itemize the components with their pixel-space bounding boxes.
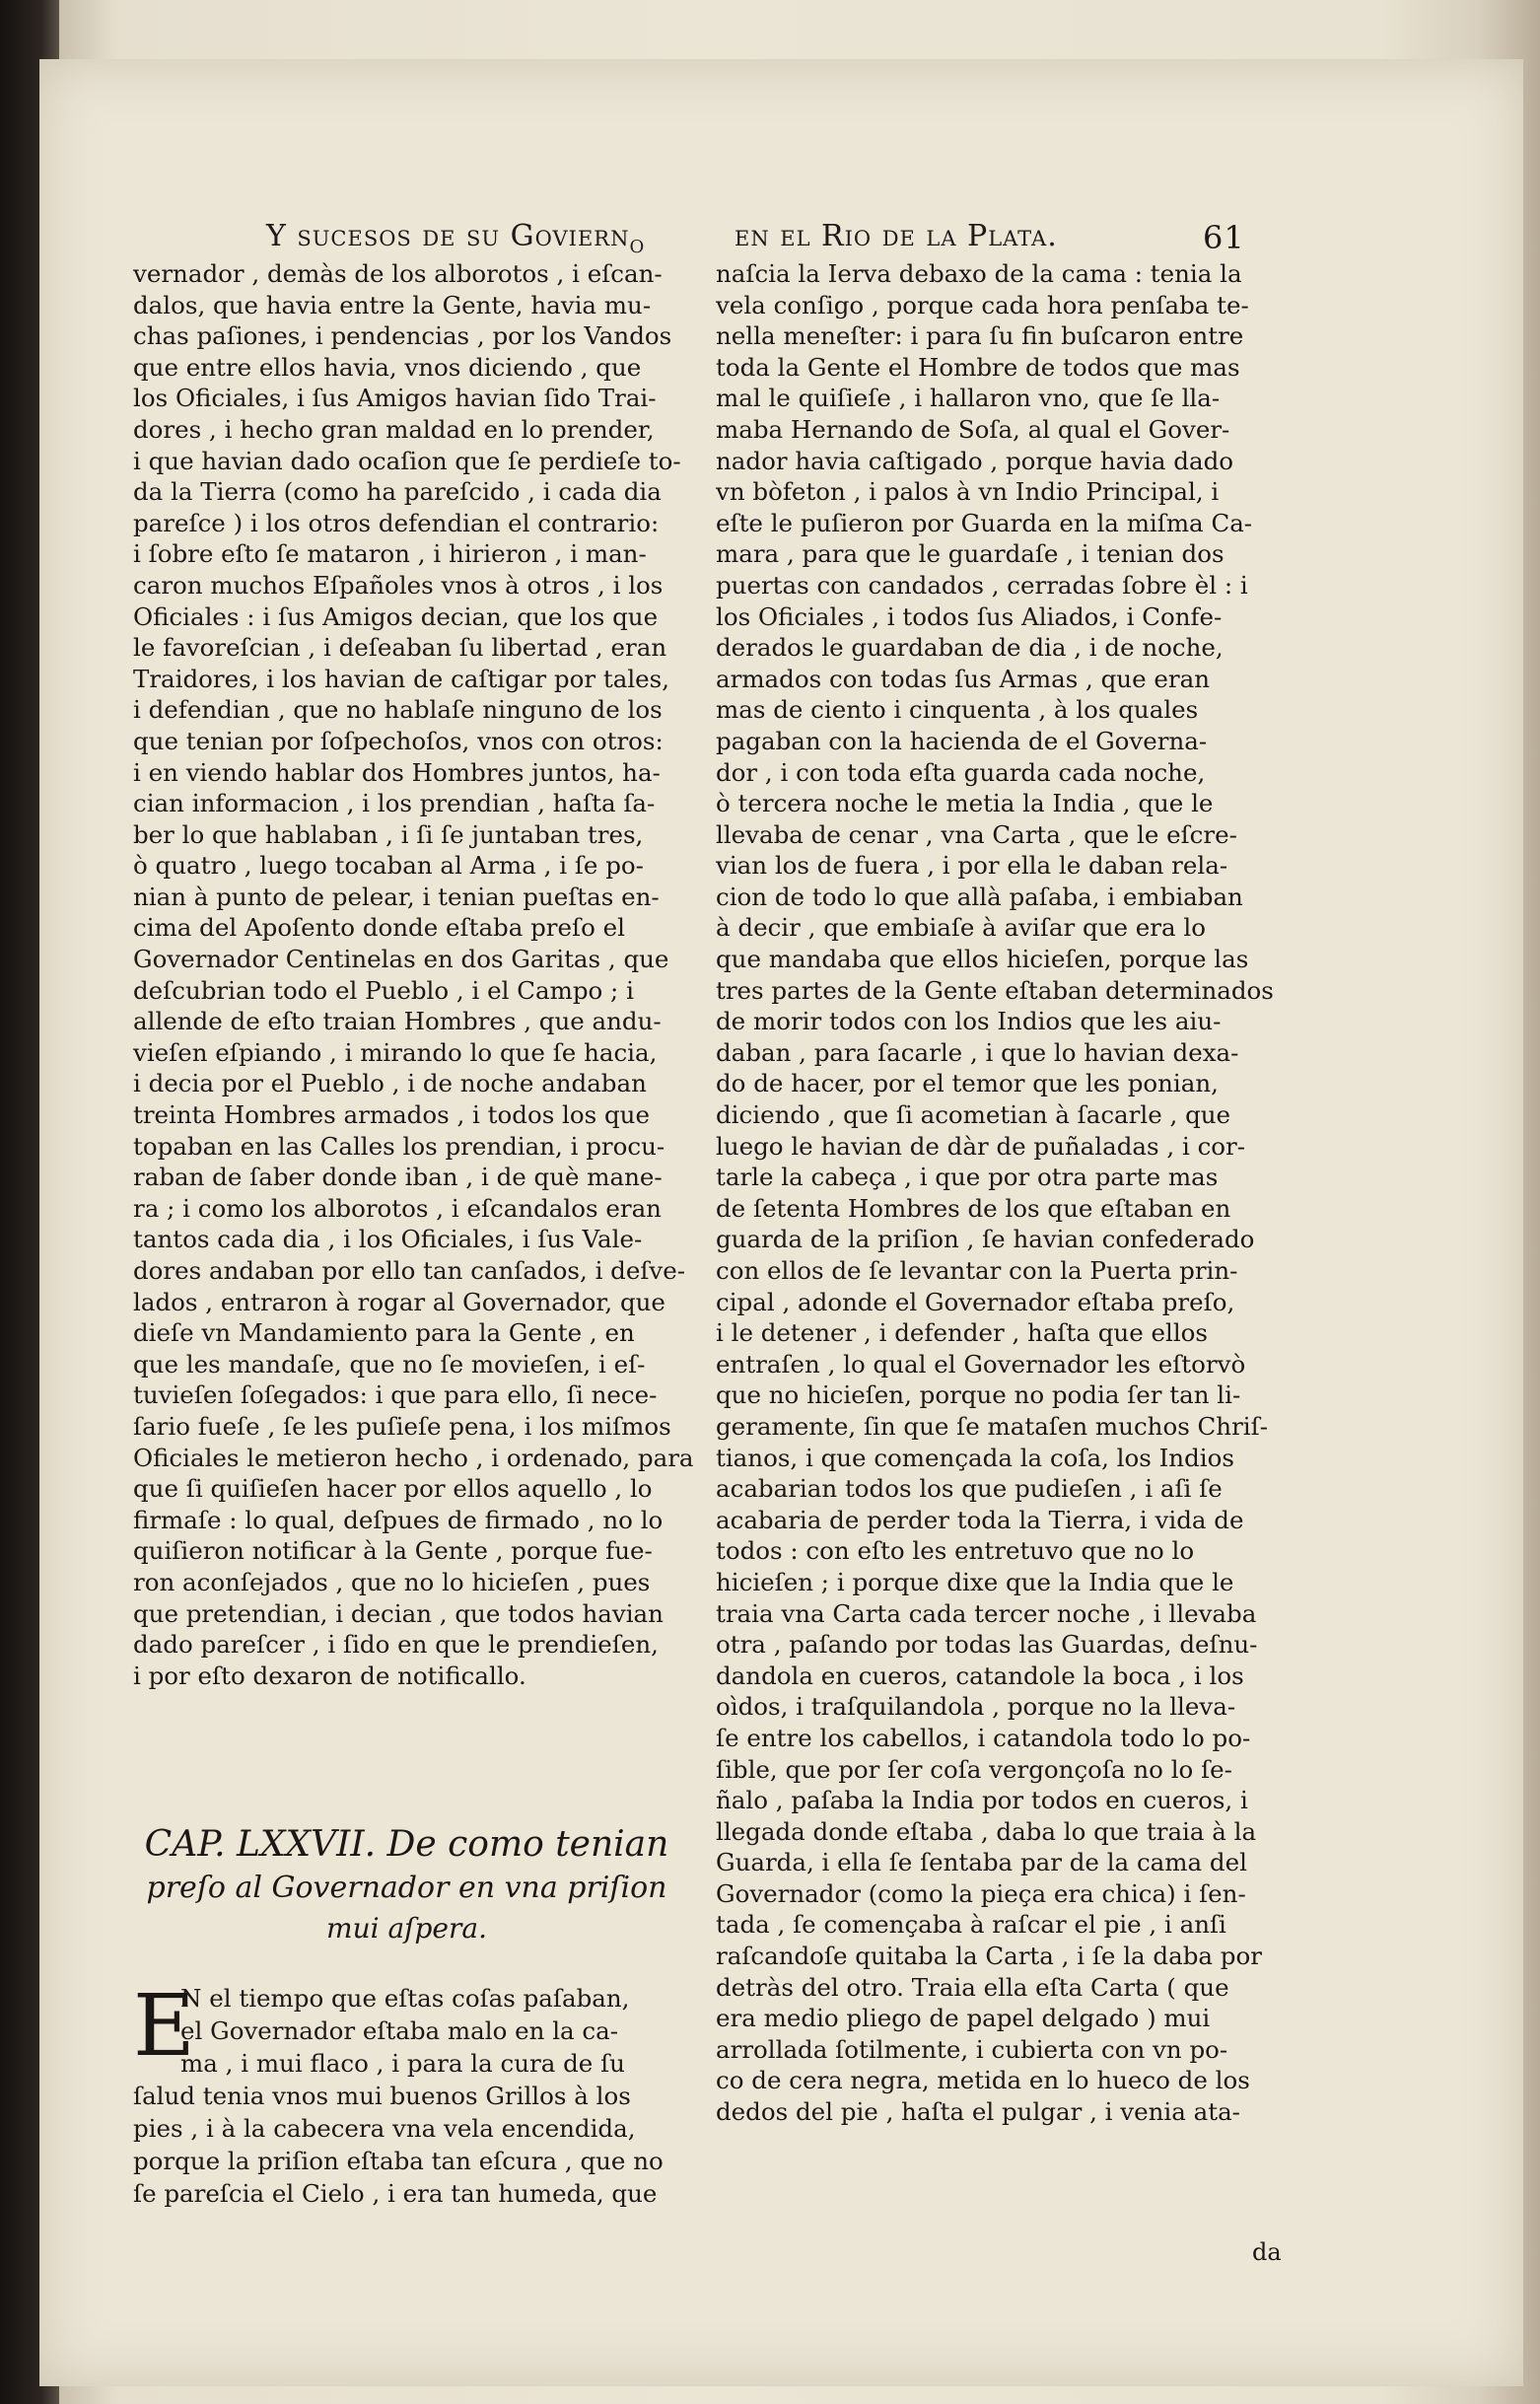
text-line: ma , i mui flaco , i para la cura de ſu: [180, 2049, 625, 2078]
running-head: [266, 219, 1311, 258]
text-line: cion de todo lo que allà paſaba, i embiaban: [716, 882, 1243, 911]
text-line: mara , para que le guardaſe , i tenian dos: [716, 539, 1225, 569]
text-line: ſe pareſcia el Cielo , i era tan humeda, que: [133, 2179, 658, 2208]
text-line: otra , paſando por todas las Guardas, deſnu-: [716, 1630, 1258, 1660]
text-line: dandola en cueros, catandole la boca , i los: [716, 1661, 1244, 1690]
text-line: traia vna Carta cada tercer noche , i llevaba: [716, 1598, 1257, 1628]
text-line: i por eſto dexaron de notificallo.: [133, 1661, 526, 1690]
text-line: nador havia caſtigado , porque havia dado: [716, 446, 1234, 475]
text-line: vela conſigo , porque cada hora penſaba te-: [716, 290, 1249, 319]
running-head-right: en el Rio de la Plata.: [735, 219, 1058, 253]
text-line: que les mandaſe, que no ſe movieſen, i eſ-: [133, 1349, 646, 1379]
text-line: le favoreſcian , i deſeaban ſu libertad , eran: [133, 633, 667, 663]
text-line: naſcia la Ierva debaxo de la cama : tenia la: [716, 259, 1242, 288]
text-line: pies , i à la cabecera vna vela encendida,: [133, 2114, 636, 2143]
text-line: entraſen , lo qual el Governador les eſtorvò: [716, 1349, 1246, 1379]
drop-cap-initial: E: [133, 1977, 195, 2076]
text-line: maba Hernando de Soſa, al qual el Gover-: [716, 414, 1230, 444]
text-line: cima del Apoſento donde eſtaba preſo el: [133, 913, 625, 943]
chapter-heading-line-1: CAP. LXXVII. De como tenian: [144, 1824, 669, 1865]
catchword: da: [1252, 2238, 1282, 2266]
text-line: armados con todas ſus Armas , que eran: [716, 664, 1210, 693]
text-line: ò quatro , luego tocaban al Arma , i ſe po-: [133, 851, 644, 881]
text-line: que mandaba que ellos hicieſen, porque las: [716, 945, 1249, 974]
text-line: Oficiales : i ſus Amigos decian, que los que: [133, 601, 659, 631]
text-line: quiſieron notificar à la Gente , porque fue-: [133, 1536, 653, 1566]
text-line: tantos cada dia , i los Oficiales, i ſus Vale-: [133, 1225, 643, 1254]
text-line: daban , para ſacarle , i que lo havian dexa-: [716, 1037, 1239, 1067]
chapter-body: [133, 1977, 680, 2210]
text-line: Governador (como la pieça era chica) i ſen-: [716, 1878, 1246, 1908]
text-line: derados le guardaban de dia , i de noche,: [716, 633, 1224, 663]
text-line: era medio pliego de papel delgado ) mui: [716, 2004, 1211, 2033]
text-line: ron aconſejados , que no lo hicieſen , pues: [133, 1567, 651, 1596]
text-line: raban de ſaber donde iban , i de què mane-: [133, 1163, 663, 1192]
text-line: arrollada ſotilmente, i cubierta con vn po-: [716, 2034, 1228, 2064]
text-line: i le detener , i defender , haſta que ellos: [716, 1318, 1208, 1348]
text-line: vieſen eſpiando , i mirando lo que ſe hacia,: [133, 1037, 658, 1067]
text-line: i decia por el Pueblo , i de noche andaban: [133, 1069, 647, 1098]
text-line: mal le quiſieſe , i hallaron vno, que ſe lla-: [716, 384, 1221, 413]
text-line: dado pareſcer , i ſido en que le prendieſen,: [133, 1630, 659, 1660]
text-line: Oficiales le metieron hecho , i ordenado, para: [133, 1443, 694, 1472]
text-line: tuvieſen ſoſegados: i que para ello, ſi nece-: [133, 1380, 658, 1410]
text-line: dieſe vn Mandamiento para la Gente , en: [133, 1318, 635, 1348]
left-text-column: [133, 258, 694, 1691]
right-text-column: [716, 258, 1286, 2128]
text-line: Guarda, i ella ſe ſentaba par de la cama del: [716, 1848, 1247, 1877]
text-line: pareſce ) i los otros defendian el contrario:: [133, 508, 660, 537]
chapter-heading: [133, 1822, 680, 1948]
text-line: que ſi quiſieſen hacer por ellos aquello , lo: [133, 1474, 653, 1504]
chapter-body-indented-lines: [133, 1977, 680, 2080]
text-line: vernador , demàs de los alborotos , i eſcan-: [133, 259, 663, 288]
text-line: cian informacion , i los prendian , haſta ſa-: [133, 789, 656, 818]
text-line: tianos, i que començada la coſa, los Indios: [716, 1443, 1234, 1472]
text-line: todos : con eſto les entretuvo que no lo: [716, 1536, 1195, 1566]
text-line: puertas con candados , cerradas ſobre èl : i: [716, 570, 1248, 600]
chapter-heading-line-3: mui aſpera.: [326, 1912, 487, 1944]
text-line: toda la Gente el Hombre de todos que mas: [716, 352, 1240, 382]
text-line: dores andaban por ello tan canſados, i deſve-: [133, 1256, 686, 1285]
text-line: ber lo que hablaban , i ſi ſe juntaban tres,: [133, 819, 644, 849]
text-line: da la Tierra (como ha pareſcido , i cada dia: [133, 477, 662, 507]
text-line: que pretendian, i decian , que todos havian: [133, 1598, 664, 1628]
text-line: i defendian , que no hablaſe ninguno de los: [133, 695, 663, 725]
text-line: porque la priſion eſtaba tan eſcura , que no: [133, 2147, 664, 2175]
text-line: Governador Centinelas en dos Garitas , que: [133, 945, 669, 974]
text-line: dedos del pie , haſta el pulgar , i venia ata-: [716, 2097, 1240, 2127]
text-line: pagaban con la hacienda de el Governa-: [716, 726, 1208, 755]
text-line: dores , i hecho gran maldad en lo prender,: [133, 414, 655, 444]
text-line: raſcandoſe quitaba la Carta , i ſe la daba por: [716, 1942, 1262, 1971]
text-line: dalos, que havia entre la Gente, havia mu-: [133, 290, 652, 319]
text-line: eſte le puſieron por Guarda en la miſma Ca-: [716, 508, 1253, 537]
text-line: lados , entraron à rogar al Governador, que: [133, 1287, 665, 1316]
chapter-body-full-lines: [133, 2080, 680, 2210]
text-line: de morir todos con los Indios que les aiu-: [716, 1007, 1222, 1036]
text-line: luego le havian de dàr de puñaladas , i cor-: [716, 1131, 1246, 1161]
text-line: treinta Hombres armados , i todos los que: [133, 1100, 650, 1130]
text-line: hicieſen ; i porque dixe que la India que le: [716, 1567, 1234, 1596]
text-line: guarda de la priſion , ſe havian confederado: [716, 1225, 1255, 1254]
chapter-heading-line-2: preſo al Governador en vna priſion: [146, 1871, 667, 1905]
text-line: co de cera negra, metida en lo hueco de los: [716, 2066, 1250, 2095]
text-line: llevaba de cenar , vna Carta , que le eſcre-: [716, 819, 1237, 849]
text-line: Traidores, i los havian de caſtigar por tales,: [133, 664, 670, 693]
text-line: de ſetenta Hombres de los que eſtaban en: [716, 1193, 1231, 1223]
text-line: deſcubrian todo el Pueblo , i el Campo ; i: [133, 975, 634, 1005]
text-line: ſario fueſe , ſe les puſieſe pena, i los miſmos: [133, 1411, 671, 1441]
text-line: nian à punto de pelear, i tenian pueſtas en-: [133, 882, 660, 911]
text-line: N el tiempo que eſtas coſas paſaban,: [180, 1984, 630, 2013]
text-line: oìdos, i traſquilandola , porque no la lleva-: [716, 1692, 1236, 1722]
text-line: allende de eſto traian Hombres , que andu-: [133, 1007, 662, 1036]
running-head-left-text: Y sucesos de su Goviern: [266, 219, 630, 253]
text-line: caron muchos Eſpañoles vnos à otros , i los: [133, 570, 664, 600]
text-line: los Oficiales , i todos ſus Aliados, i Confe-: [716, 601, 1223, 631]
text-line: ſalud tenia vnos mui buenos Grillos à los: [133, 2082, 631, 2110]
text-line: con ellos de ſe levantar con la Puerta prin-: [716, 1256, 1238, 1285]
text-line: do de hacer, por el temor que les ponian,: [716, 1069, 1219, 1098]
text-line: tarle la cabeça , i que por otra parte mas: [716, 1163, 1219, 1192]
text-line: que tenian por ſoſpechoſos, vnos con otros:: [133, 726, 664, 755]
text-line: i en viendo hablar dos Hombres juntos, ha-: [133, 757, 661, 787]
text-line: tada , ſe començaba à raſcar el pie , i anſi: [716, 1910, 1226, 1940]
text-line: ſible, que por ſer coſa vergonçoſa no lo ſe-: [716, 1754, 1232, 1784]
running-head-left: [266, 219, 645, 258]
text-line: vian los de fuera , i por ella le daban rela-: [716, 851, 1228, 881]
text-line: dor , i con toda eſta guarda cada noche,: [716, 757, 1206, 787]
text-line: diciendo , que ſi acometian à ſacarle , que: [716, 1100, 1231, 1130]
text-line: firmaſe : lo qual, deſpues de firmado , no lo: [133, 1505, 664, 1534]
text-line: à decir , que embiaſe à aviſar que era lo: [716, 913, 1206, 943]
text-line: ñalo , paſaba la India por todos en cueros, i: [716, 1786, 1248, 1815]
text-line: acabaria de perder toda la Tierra, i vida de: [716, 1505, 1244, 1534]
text-line: mas de ciento i cinquenta , à los quales: [716, 695, 1199, 725]
text-line: acabarian todos los que pudieſen , i aſi ſe: [716, 1474, 1223, 1504]
text-line: el Governador eſtaba malo en la ca-: [180, 2016, 619, 2045]
text-line: vn bòfeton , i palos à vn Indio Principal, i: [716, 477, 1220, 507]
text-line: chas paſiones, i pendencias , por los Vandos: [133, 321, 672, 351]
text-line: i que havian dado ocaſion que ſe perdieſe to-: [133, 446, 681, 475]
text-line: i ſobre eſto ſe mataron , i hirieron , i man-: [133, 539, 647, 569]
text-line: ſe entre los cabellos, i catandola todo lo po-: [716, 1723, 1251, 1752]
text-line: ra ; i como los alborotos , i eſcandalos eran: [133, 1193, 662, 1223]
text-line: topaban en las Calles los prendian, i procu-: [133, 1131, 665, 1161]
running-head-left-tail: o: [629, 230, 646, 258]
text-line: que entre ellos havia, vnos diciendo , que: [133, 352, 642, 382]
text-line: nella meneſter: i para ſu fin buſcaron entre: [716, 321, 1244, 351]
text-line: tres partes de la Gente eſtaban determinados: [716, 975, 1274, 1005]
text-line: los Oficiales, i ſus Amigos havian ſido Trai-: [133, 384, 657, 413]
text-line: que no hicieſen, porque no podia ſer tan li-: [716, 1380, 1241, 1410]
text-line: ò tercera noche le metia la India , que le: [716, 789, 1214, 818]
text-line: llegada donde eſtaba , daba lo que traia à la: [716, 1816, 1257, 1846]
text-line: geramente, ſin que ſe mataſen muchos Chriſ-: [716, 1411, 1268, 1441]
page-number: 61: [1203, 219, 1245, 256]
text-line: detràs del otro. Traia ella eſta Carta ( que: [716, 1972, 1229, 2002]
text-line: cipal , adonde el Governador eſtaba preſo,: [716, 1287, 1235, 1316]
